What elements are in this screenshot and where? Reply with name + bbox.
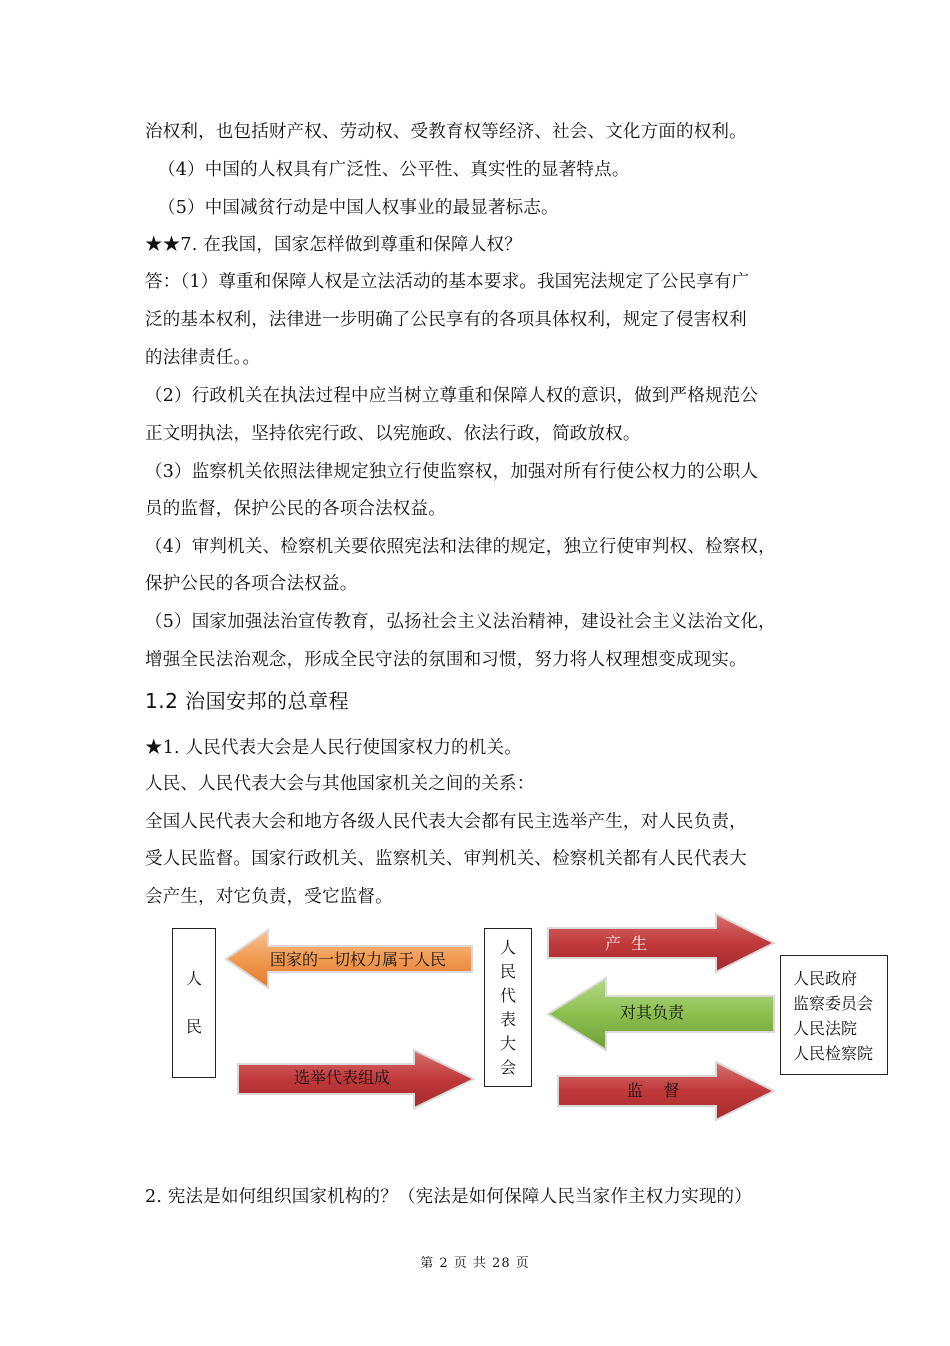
relation-line-3: 会产生，对它负责，受它监督。 [145, 887, 393, 907]
answer-line-9: 保护公民的各项合法权益。 [145, 574, 358, 594]
answer-line-3: 的法律责任。。 [145, 348, 261, 368]
npc-char-6: 会 [499, 1057, 516, 1077]
answer-line-4: （2）行政机关在执法过程中应当树立尊重和保障人权的意识，做到严格规范公 [145, 386, 759, 406]
answer-line-11: 增强全民法治观念，形成全民守法的氛围和习惯，努力将人权理想变成现实。 [145, 650, 747, 670]
answer-line-1: 答：（1）尊重和保障人权是立法活动的基本要求。我国宪法规定了公民享有广 [145, 272, 750, 292]
organ-procuratorate: 人民检察院 [793, 1044, 874, 1063]
organ-supervisory: 监察委员会 [793, 994, 874, 1013]
page-footer: 第 2 页 共 28 页 [420, 1256, 530, 1271]
answer-line-2: 泛的基本权利，法律进一步明确了公民享有的各项具体权利，规定了侵害权利 [145, 310, 747, 330]
answer-line-7: 员的监督，保护公民的各项合法权益。 [145, 499, 446, 519]
state-organs-box [780, 955, 888, 1075]
answer-line-8: （4）审判机关、检察机关要依照宪法和法律的规定，独立行使审判权、检察权， [145, 537, 776, 557]
para-line-1: 治权利，也包括财产权、劳动权、受教育权等经济、社会、文化方面的权利。 [145, 122, 747, 142]
question-7: ★★7. 在我国，国家怎样做到尊重和保障人权？ [145, 235, 522, 255]
organ-government: 人民政府 [793, 969, 858, 988]
organ-court: 人民法院 [793, 1019, 858, 1038]
npc-char-3: 代 [499, 985, 516, 1005]
people-box [172, 928, 216, 1078]
people-char-1: 人 [185, 969, 202, 988]
label-elect-reps: 选举代表组成 [294, 1068, 391, 1087]
para-line-3: （5）中国减贫行动是中国人权事业的最显著标志。 [158, 198, 559, 218]
section-heading: 1.2 治国安邦的总章程 [145, 689, 350, 713]
para-line-2: （4）中国的人权具有广泛性、公平性、真实性的显著特点。 [158, 160, 630, 180]
label-supervise: 监 督 [627, 1081, 680, 1100]
npc-char-2: 民 [499, 961, 516, 981]
label-produce: 产 生 [605, 934, 648, 953]
answer-line-6: （3）监察机关依照法律规定独立行使监察权，加强对所有行使公权力的公职人 [145, 462, 759, 482]
relation-intro: 人民、人民代表大会与其他国家机关之间的关系： [145, 774, 535, 794]
answer-line-10: （5）国家加强法治宣传教育，弘扬社会主义法治精神，建设社会主义法治文化， [145, 612, 776, 632]
relation-line-1: 全国人民代表大会和地方各级人民代表大会都有民主选举产生，对人民负责， [145, 812, 747, 832]
npc-box [484, 928, 532, 1087]
npc-char-1: 人 [499, 937, 516, 957]
point-1: ★1. 人民代表大会是人民行使国家权力的机关。 [145, 738, 522, 758]
arrow-produce-right [546, 912, 776, 974]
label-responsible: 对其负责 [620, 1003, 685, 1022]
answer-line-5: 正文明执法，坚持依宪行政、以宪施政、依法行政，简政放权。 [145, 424, 641, 444]
label-power-belongs: 国家的一切权力属于人民 [270, 950, 447, 969]
people-char-2: 民 [185, 1017, 202, 1036]
relation-line-2: 受人民监督。国家行政机关、监察机关、审判机关、检察机关都有人民代表大 [145, 849, 747, 869]
question-2: 2. 宪法是如何组织国家机构的？（宪法是如何保障人民当家作主权力实现的） [145, 1187, 752, 1207]
npc-char-4: 表 [499, 1009, 516, 1029]
npc-char-5: 大 [499, 1033, 516, 1053]
